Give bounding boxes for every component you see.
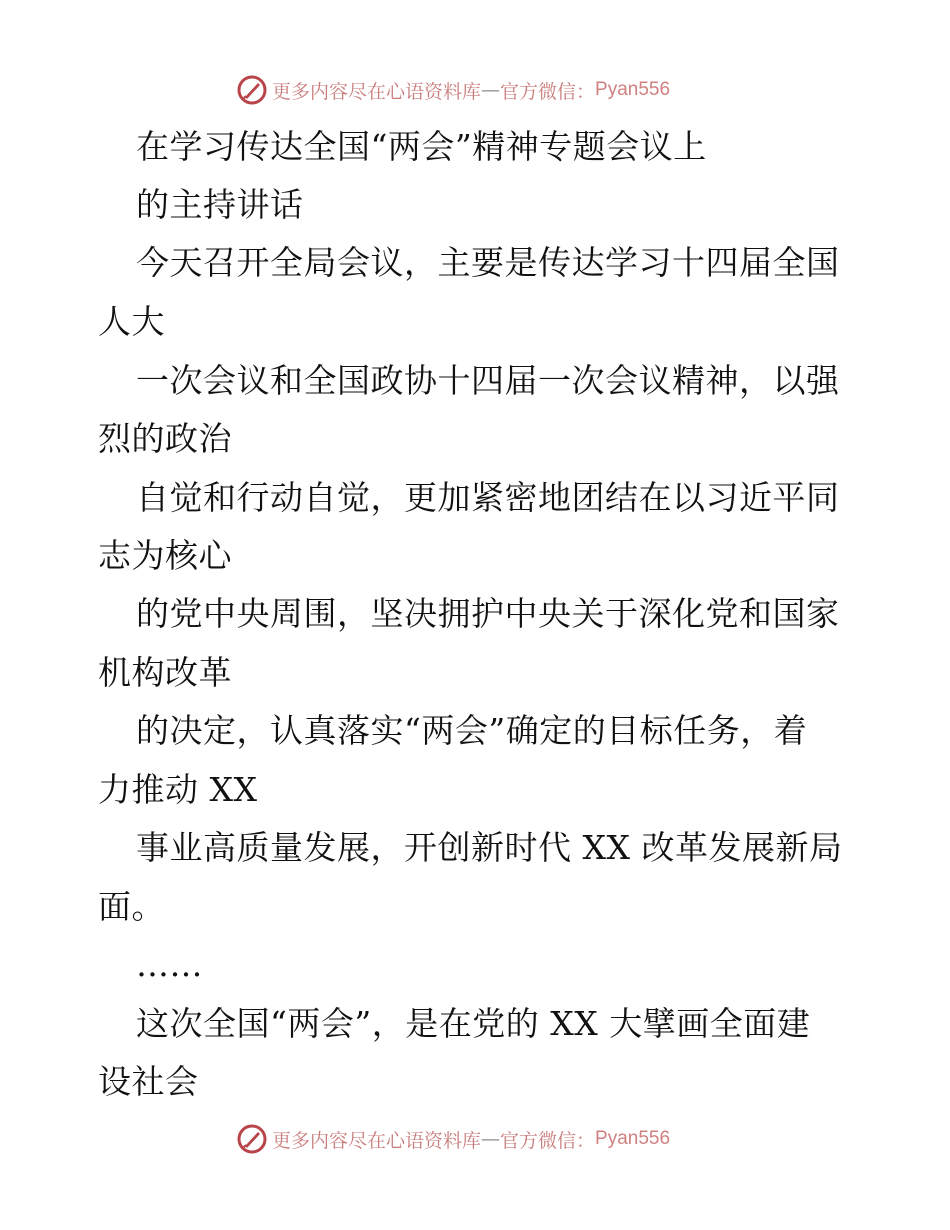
paragraph-line: 事业高质量发展，开创新时代 XX 改革发展新局 [136, 828, 843, 867]
paragraph-line: 自觉和行动自觉，更加紧密地团结在以习近平同 [136, 478, 840, 517]
quill-logo-icon [236, 74, 268, 106]
paragraph-line: 烈的政治 [98, 419, 232, 458]
watermark-wechat-label: 官方微信： [500, 80, 596, 103]
watermark-wechat-id: Pyan556 [595, 1128, 671, 1149]
paragraph-line: 的党中央周围，坚决拥护中央关于深化党和国家 [136, 594, 840, 633]
paragraph-line: 力推动 XX [98, 770, 258, 809]
watermark-separator: — [481, 1128, 501, 1150]
document-title-line-2: 的主持讲话 [136, 185, 304, 224]
watermark-wechat-label: 官方微信： [500, 1129, 596, 1152]
watermark-text: 更多内容尽在心语资料库 [272, 1129, 482, 1152]
quill-logo-icon [236, 1123, 268, 1155]
paragraph-line: 这次全国“两会”，是在党的 XX 大擘画全面建 [136, 1004, 811, 1043]
document-title-line-1: 在学习传达全国“两会”精神专题会议上 [136, 127, 707, 166]
paragraph-line: 一次会议和全国政协十四届一次会议精神，以强 [136, 361, 840, 400]
paragraph-line: 今天召开全局会议，主要是传达学习十四届全国 [136, 243, 840, 282]
watermark-wechat-id: Pyan556 [595, 79, 671, 100]
paragraph-line: 的决定，认真落实“两会”确定的目标任务，着 [136, 711, 808, 750]
paragraph-line: 面。 [98, 887, 165, 926]
footer-watermark [236, 1122, 670, 1156]
paragraph-line: 机构改革 [98, 653, 232, 692]
ellipsis-line: …… [136, 945, 203, 984]
paragraph-line: 志为核心 [98, 536, 232, 575]
paragraph-line: 设社会 [98, 1062, 199, 1101]
watermark-separator: — [481, 79, 501, 101]
paragraph-line: 人大 [98, 302, 165, 341]
watermark-text: 更多内容尽在心语资料库 [272, 80, 482, 103]
header-watermark [236, 73, 670, 107]
